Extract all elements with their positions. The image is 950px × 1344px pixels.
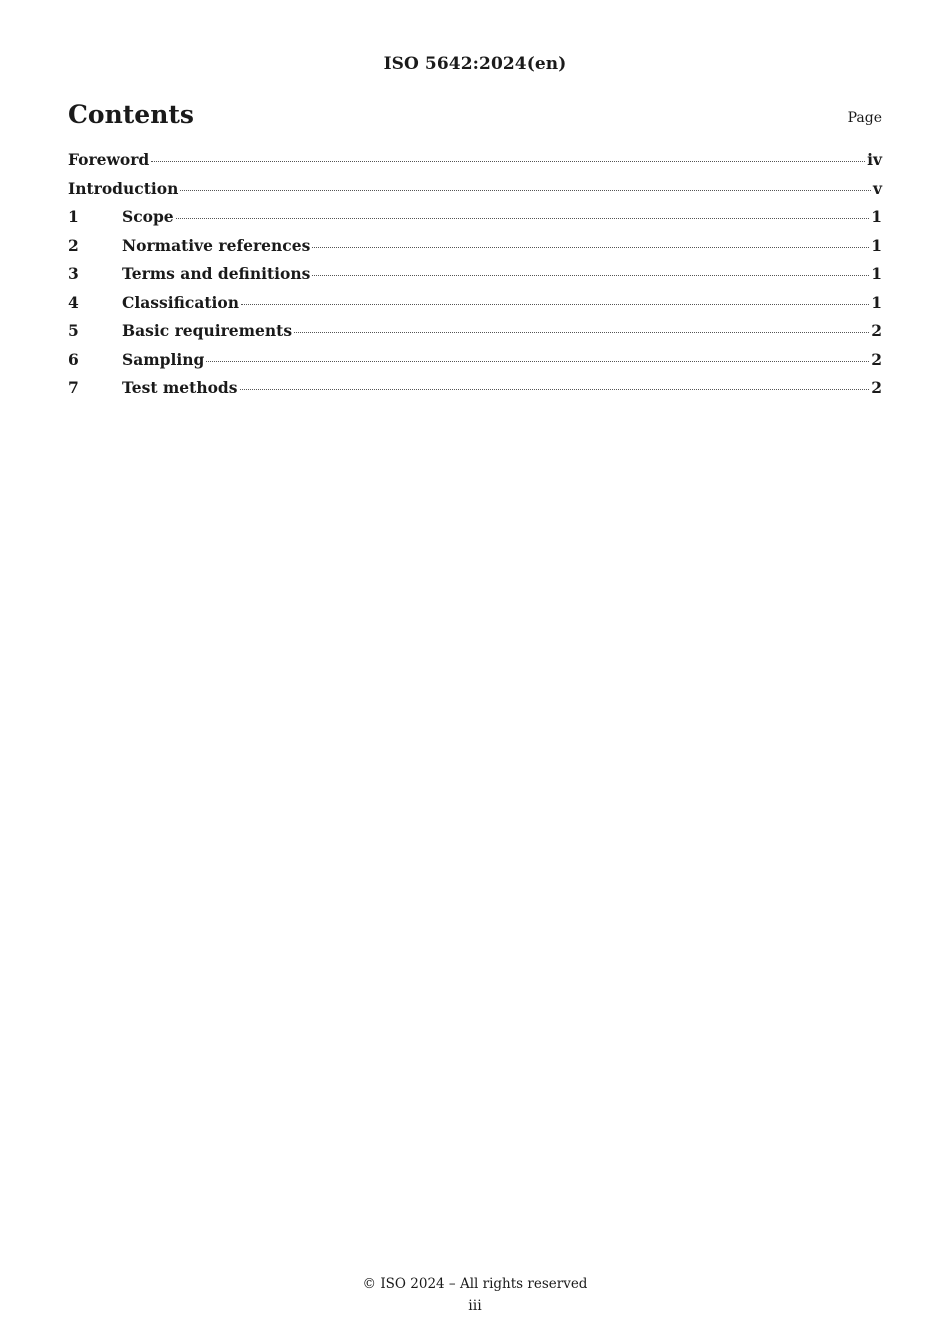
toc-entry-page[interactable]: 2	[871, 321, 882, 340]
toc-entry-title[interactable]: Foreword	[68, 150, 150, 169]
toc-entry-classification[interactable]	[68, 293, 882, 322]
toc-entry-number: 3	[68, 264, 79, 283]
toc-entry-page[interactable]: 1	[871, 235, 882, 255]
toc-dot-leader	[240, 389, 870, 390]
toc-entry-title[interactable]: Introduction	[68, 178, 179, 198]
toc-entry-number: 4	[68, 292, 79, 312]
toc-entry-page[interactable]: 1	[871, 292, 882, 312]
toc-entry-number: 7	[68, 378, 79, 397]
toc-entry-page[interactable]: v	[872, 178, 882, 198]
toc-entry-title[interactable]: Terms and definitions	[122, 264, 311, 283]
toc-entry-number: 1	[68, 207, 79, 226]
toc-entry-sampling[interactable]	[68, 350, 882, 379]
toc-entry-title[interactable]: Sampling	[122, 349, 205, 369]
toc-entry-page[interactable]: 2	[871, 349, 882, 369]
toc-entry-number: 6	[68, 349, 79, 369]
page-column-label: Page	[847, 110, 882, 126]
toc-dot-leader	[312, 247, 869, 248]
toc-entry-scope[interactable]	[68, 207, 882, 236]
toc-entry-title[interactable]: Classification	[122, 292, 240, 312]
toc-entry-number: 2	[68, 235, 79, 255]
toc-entry-page[interactable]: iv	[867, 150, 882, 169]
toc-entry-page[interactable]: 1	[871, 264, 882, 283]
toc-entry-test-methods[interactable]	[68, 378, 882, 407]
toc-entry-title[interactable]: Test methods	[122, 378, 238, 397]
toc-entry-foreword[interactable]	[68, 150, 882, 179]
toc-dot-leader	[312, 275, 869, 276]
toc-entry-page[interactable]: 1	[871, 207, 882, 226]
toc-entry-page[interactable]: 2	[871, 378, 882, 397]
toc-entry-number: 5	[68, 321, 79, 340]
toc-dot-leader	[206, 361, 869, 362]
table-of-contents	[68, 150, 882, 407]
toc-dot-leader	[176, 218, 870, 219]
toc-dot-leader	[294, 332, 869, 333]
toc-entry-introduction[interactable]	[68, 179, 882, 208]
toc-dot-leader	[151, 161, 865, 162]
toc-entry-normative-references[interactable]	[68, 236, 882, 265]
contents-title: Contents	[68, 100, 195, 129]
page-number: iii	[468, 1298, 482, 1314]
toc-entry-basic-requirements[interactable]	[68, 321, 882, 350]
copyright-notice: © ISO 2024 – All rights reserved	[362, 1276, 588, 1292]
toc-entry-title[interactable]: Scope	[122, 207, 174, 226]
toc-entry-terms-and-definitions[interactable]	[68, 264, 882, 293]
document-id-header: ISO 5642:2024(en)	[383, 54, 567, 74]
toc-dot-leader	[180, 190, 871, 191]
toc-entry-title[interactable]: Basic requirements	[122, 321, 293, 340]
toc-entry-title[interactable]: Normative references	[122, 235, 311, 255]
toc-dot-leader	[241, 304, 869, 305]
